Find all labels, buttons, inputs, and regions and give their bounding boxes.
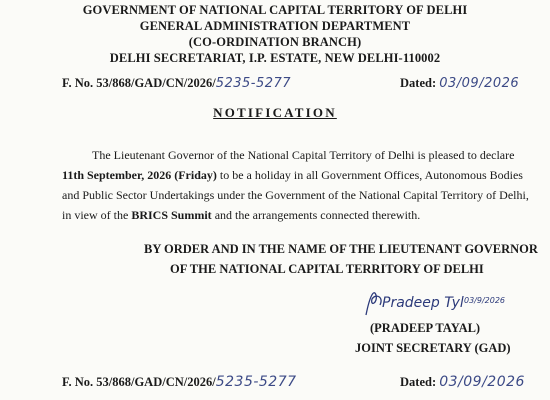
order-line-1: BY ORDER AND IN THE NAME OF THE LIEUTENANT GOVERNOR: [144, 242, 538, 256]
holiday-date: 11th September, 2026 (Friday): [62, 168, 217, 182]
header-department: GENERAL ADMINISTRATION DEPARTMENT: [139, 19, 411, 33]
header-branch: (CO-ORDINATION BRANCH): [188, 35, 362, 49]
body-line-4: [62, 208, 420, 223]
body-line-2-rest: to be a holiday in all Government Offices, Autonomous Bodies: [216, 168, 523, 182]
dated-bottom: [400, 374, 525, 390]
signature-mark: [362, 285, 512, 325]
notification-title: NOTIFICATION: [213, 105, 337, 120]
handwritten-date-bottom: 03/09/2026: [439, 374, 525, 390]
body-line-2: [62, 168, 523, 183]
handwritten-serial: 5235-5277: [215, 76, 292, 91]
header-government: GOVERNMENT OF NATIONAL CAPITAL TERRITORY OF DELHI: [82, 3, 468, 17]
signature-date: 03/9/2026: [464, 296, 506, 305]
file-number-prefix-bottom: F. No. 53/868/GAD/CN/2026/: [62, 375, 216, 389]
handwritten-serial-bottom: 5235-5277: [215, 374, 297, 390]
body-line-4-post: and the arrangements connected therewith.: [211, 208, 421, 222]
brics-summit: BRICS Summit: [131, 208, 212, 222]
dated-label-bottom: Dated:: [400, 375, 437, 389]
dated-top: [400, 76, 519, 91]
order-line-2: OF THE NATIONAL CAPITAL TERRITORY OF DELHI: [170, 262, 484, 276]
file-number-top: [62, 76, 291, 91]
file-number-prefix: F. No. 53/868/GAD/CN/2026/: [62, 76, 216, 90]
body-line-1: The Lieutenant Governor of the National Capital Territory of Delhi is pleased to declare: [92, 148, 515, 162]
handwritten-date: 03/09/2026: [439, 76, 520, 91]
file-number-bottom: [62, 374, 297, 390]
signatory-title: JOINT SECRETARY (GAD): [355, 341, 511, 355]
dated-label: Dated:: [400, 76, 437, 90]
body-line-4-pre: in view of the: [62, 208, 132, 222]
header-address: DELHI SECRETARIAT, I.P. ESTATE, NEW DELHI-110002: [109, 51, 441, 65]
signature-scrawl: Pradeep Tyl: [382, 295, 464, 311]
signatory-name: (PRADEEP TAYAL): [370, 321, 481, 335]
body-line-3: and Public Sector Undertakings under the Government of the National Capital Territory of Delhi,: [62, 188, 529, 202]
